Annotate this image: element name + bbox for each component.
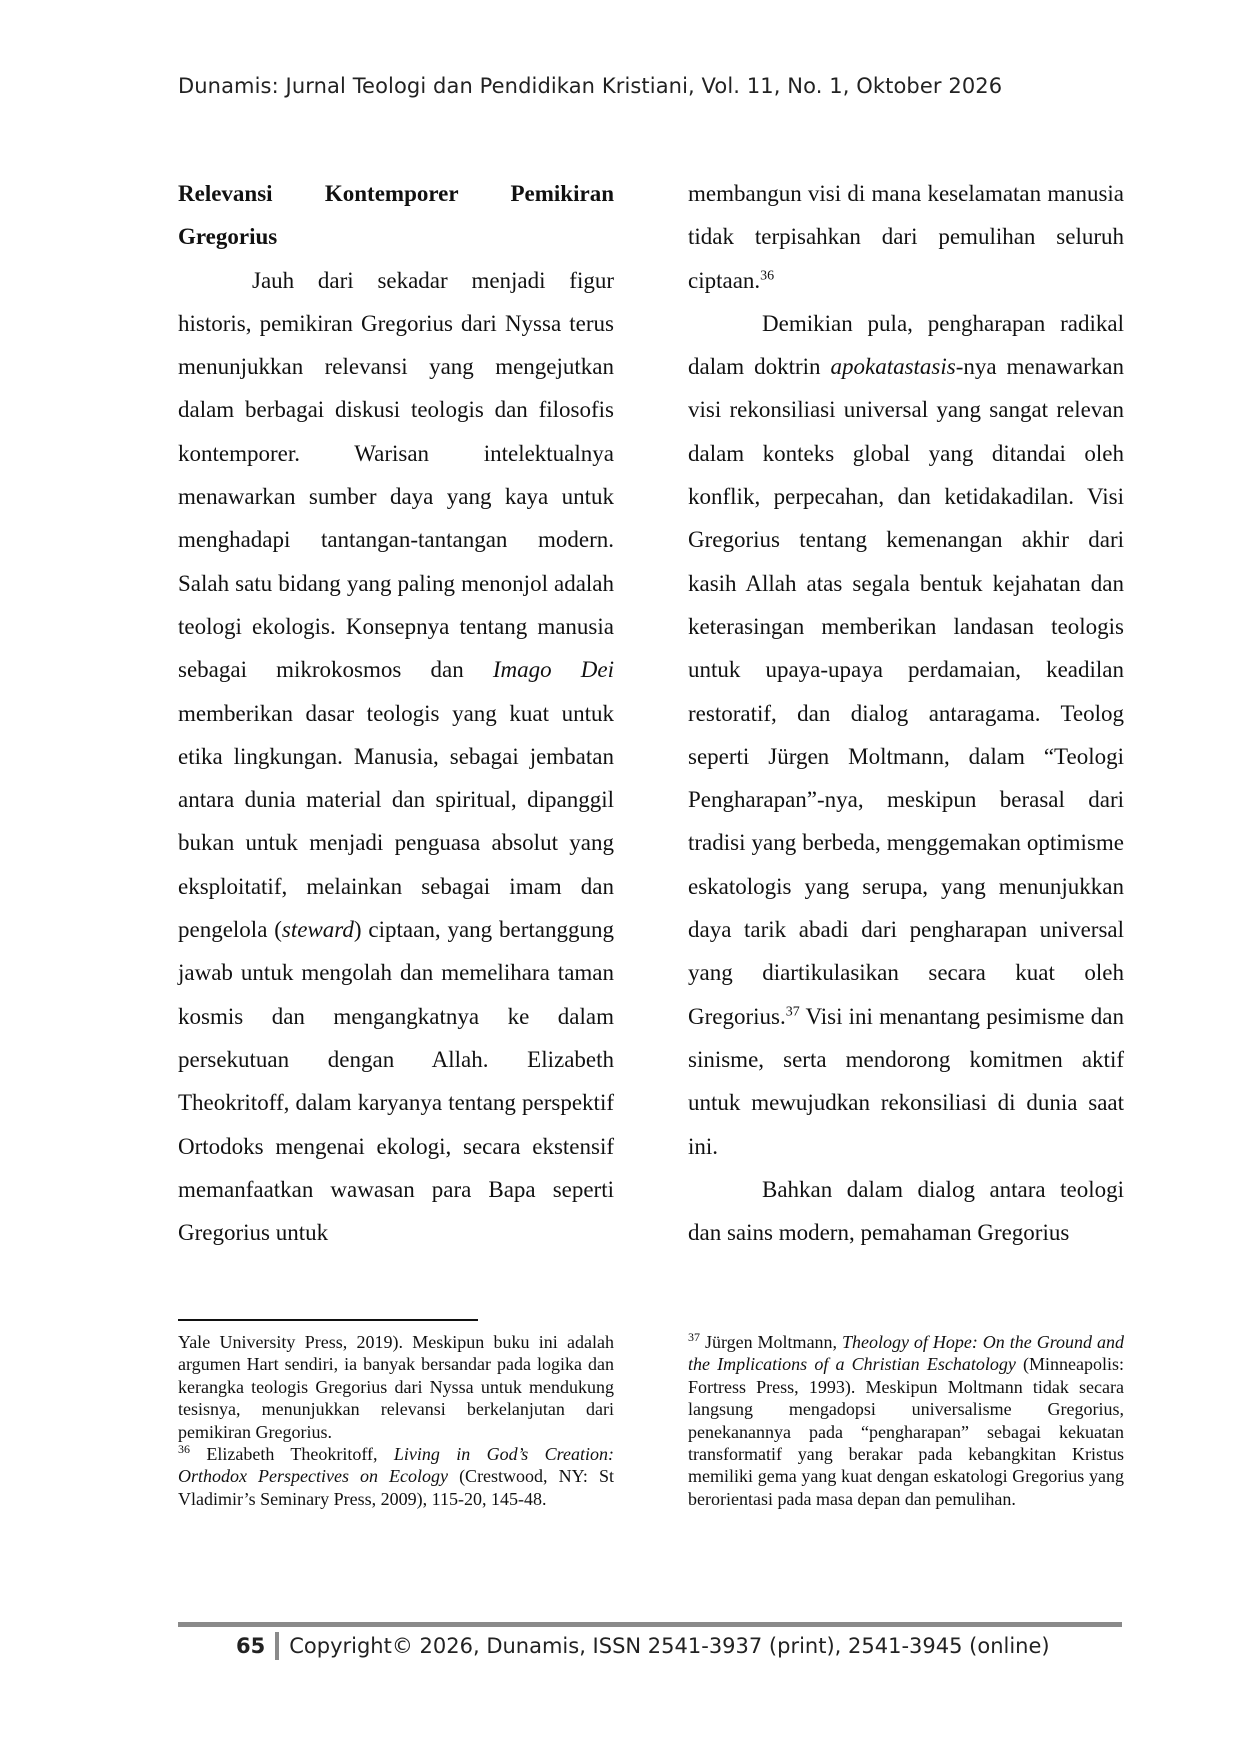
steward-term: steward <box>281 917 354 943</box>
section-heading <box>178 172 614 259</box>
left-paragraph <box>178 259 614 1255</box>
left-paragraph-text-a: Jauh dari sekadar menjadi figur historis, pemikiran Gregorius dari Nyssa terus menunjukkan relevansi yang mengejutkan dalam berbagai diskusi teologis dan filosofis kontemporer. Warisan intelektualnya menawarkan sumber daya yang kaya untuk menghadapi tantangan-tantangan modern. Salah satu bidang yang paling menonjol adalah teologi ekologis. Konsepnya tentang manusia sebagai mikrokosmos dan <box>178 267 614 683</box>
footnote-37 <box>688 1331 1124 1510</box>
right-paragraph-text-b: -nya menawarkan visi rekonsiliasi universal yang sangat relevan dalam konteks global yang ditandai oleh konflik, perpecahan, dan ketidakadilan. Visi Gregorius tentang kemenangan akhir dari kasih Allah atas segala bentuk kejahatan dan keterasingan memberikan landasan teologis untuk upaya-upaya perdamaian, keadilan restoratif, dan dialog antaragama. Teolog seperti Jürgen Moltmann, dalam “Teologi Pengharapan”-nya, meskipun berasal dari tradisi yang berbeda, menggemakan optimisme eskatologis yang serupa, yang menunjukkan daya tarik abadi dari pengharapan universal yang diartikulasikan secara kuat oleh Gregorius. <box>688 354 1124 1029</box>
section-heading-line2: Gregorius <box>178 224 278 250</box>
right-paragraph-apokatastasis <box>688 302 1124 1168</box>
right-paragraph-text-a: Demikian pula, pengharapan radikal dalam doktrin <box>688 310 1124 380</box>
left-paragraph-text-c: ) ciptaan, yang bertanggung jawab untuk mengolah dan memelihara taman kosmis dan mengangkatnya ke dalam persekutuan dengan Allah. Elizabeth Theokritoff, dalam karyanya tentang perspektif Ortodoks mengenai ekologi, secara ekstensif memanfaatkan wawasan para Bapa seperti Gregorius untuk <box>178 917 614 1246</box>
footnote-36-author: Elizabeth Theokritoff, <box>190 1444 394 1465</box>
footnote-37-text: (Minneapolis: Fortress Press, 1993). Meskipun Moltmann tidak secara langsung mengadopsi universalisme Gregorius, penekanannya pada “pengharapan” sebagai kekuatan transformatif yang berakar pada kebangkitan Kristus memiliki gema yang kuat dengan eskatologi Gregorius yang berorientasi pada masa depan dan pemulihan. <box>688 1354 1124 1509</box>
right-continuation-text: membangun visi di mana keselamatan manusia tidak terpisahkan dari pemulihan seluruh ciptaan. <box>688 181 1124 293</box>
footnotes-right <box>688 1331 1124 1510</box>
footnote-37-title: Theology of Hope: On the Ground and the Implications of a Christian Eschatology <box>688 1332 1124 1375</box>
footnote-ref-37[interactable]: 37 <box>785 1003 800 1019</box>
footer-rule <box>178 1622 1122 1627</box>
footnote-37-author: Jürgen Moltmann, <box>700 1332 842 1352</box>
footnote-37-number: 37 <box>688 1330 700 1344</box>
footnote-36-title: Living in God’s Creation: Orthodox Perspectives on Ecology <box>178 1444 614 1487</box>
right-paragraph-continuation <box>688 172 1124 302</box>
right-paragraph-text-c: Visi ini menantang pesimisme dan sinisme, serta mendorong komitmen aktif untuk mewujudkan rekonsiliasi di dunia saat ini. <box>688 1003 1124 1159</box>
footnote-36-number: 36 <box>178 1442 190 1457</box>
running-header: Dunamis: Jurnal Teologi dan Pendidikan Kristiani, Vol. 11, No. 1, Oktober 2026 <box>178 74 1003 98</box>
footnote-35-continuation: Yale University Press, 2019). Meskipun buku ini adalah argumen Hart sendiri, ia banyak bersandar pada logika dan kerangka teologis Gregorius dari Nyssa untuk mendukung tesisnya, menunjukkan relevansi berkelanjutan dari pemikiran Gregorius. <box>178 1332 614 1442</box>
footnote-ref-36[interactable]: 36 <box>760 267 775 283</box>
footnotes-left <box>178 1331 614 1510</box>
apokatastasis-term: apokatastasis <box>830 354 956 380</box>
section-heading-line1: Relevansi Kontemporer Pemikiran <box>178 181 614 206</box>
footnote-36 <box>178 1443 614 1510</box>
footnote-separator <box>178 1319 478 1321</box>
right-column <box>688 172 1124 1254</box>
left-column <box>178 172 614 1254</box>
copyright-notice: Copyright© 2026, Dunamis, ISSN 2541-3937 (print), 2541-3945 (online) <box>289 1634 1050 1658</box>
page-number: 65 <box>236 1634 266 1658</box>
footer-divider <box>275 1632 279 1660</box>
page-footer <box>236 1632 1050 1660</box>
left-paragraph-text-b: memberikan dasar teologis yang kuat untuk etika lingkungan. Manusia, sebagai jembatan antara dunia material dan spiritual, dipanggil bukan untuk menjadi penguasa absolut yang eksploitatif, melainkan sebagai imam dan pengelola ( <box>178 700 614 943</box>
right-paragraph-science: Bahkan dalam dialog antara teologi dan sains modern, pemahaman Gregorius <box>688 1176 1124 1246</box>
imago-dei-term: Imago Dei <box>492 657 615 683</box>
footnote-36-publication: (Crestwood, NY: St Vladimir’s Seminary Press, 2009), 115-20, 145-48. <box>178 1466 614 1509</box>
